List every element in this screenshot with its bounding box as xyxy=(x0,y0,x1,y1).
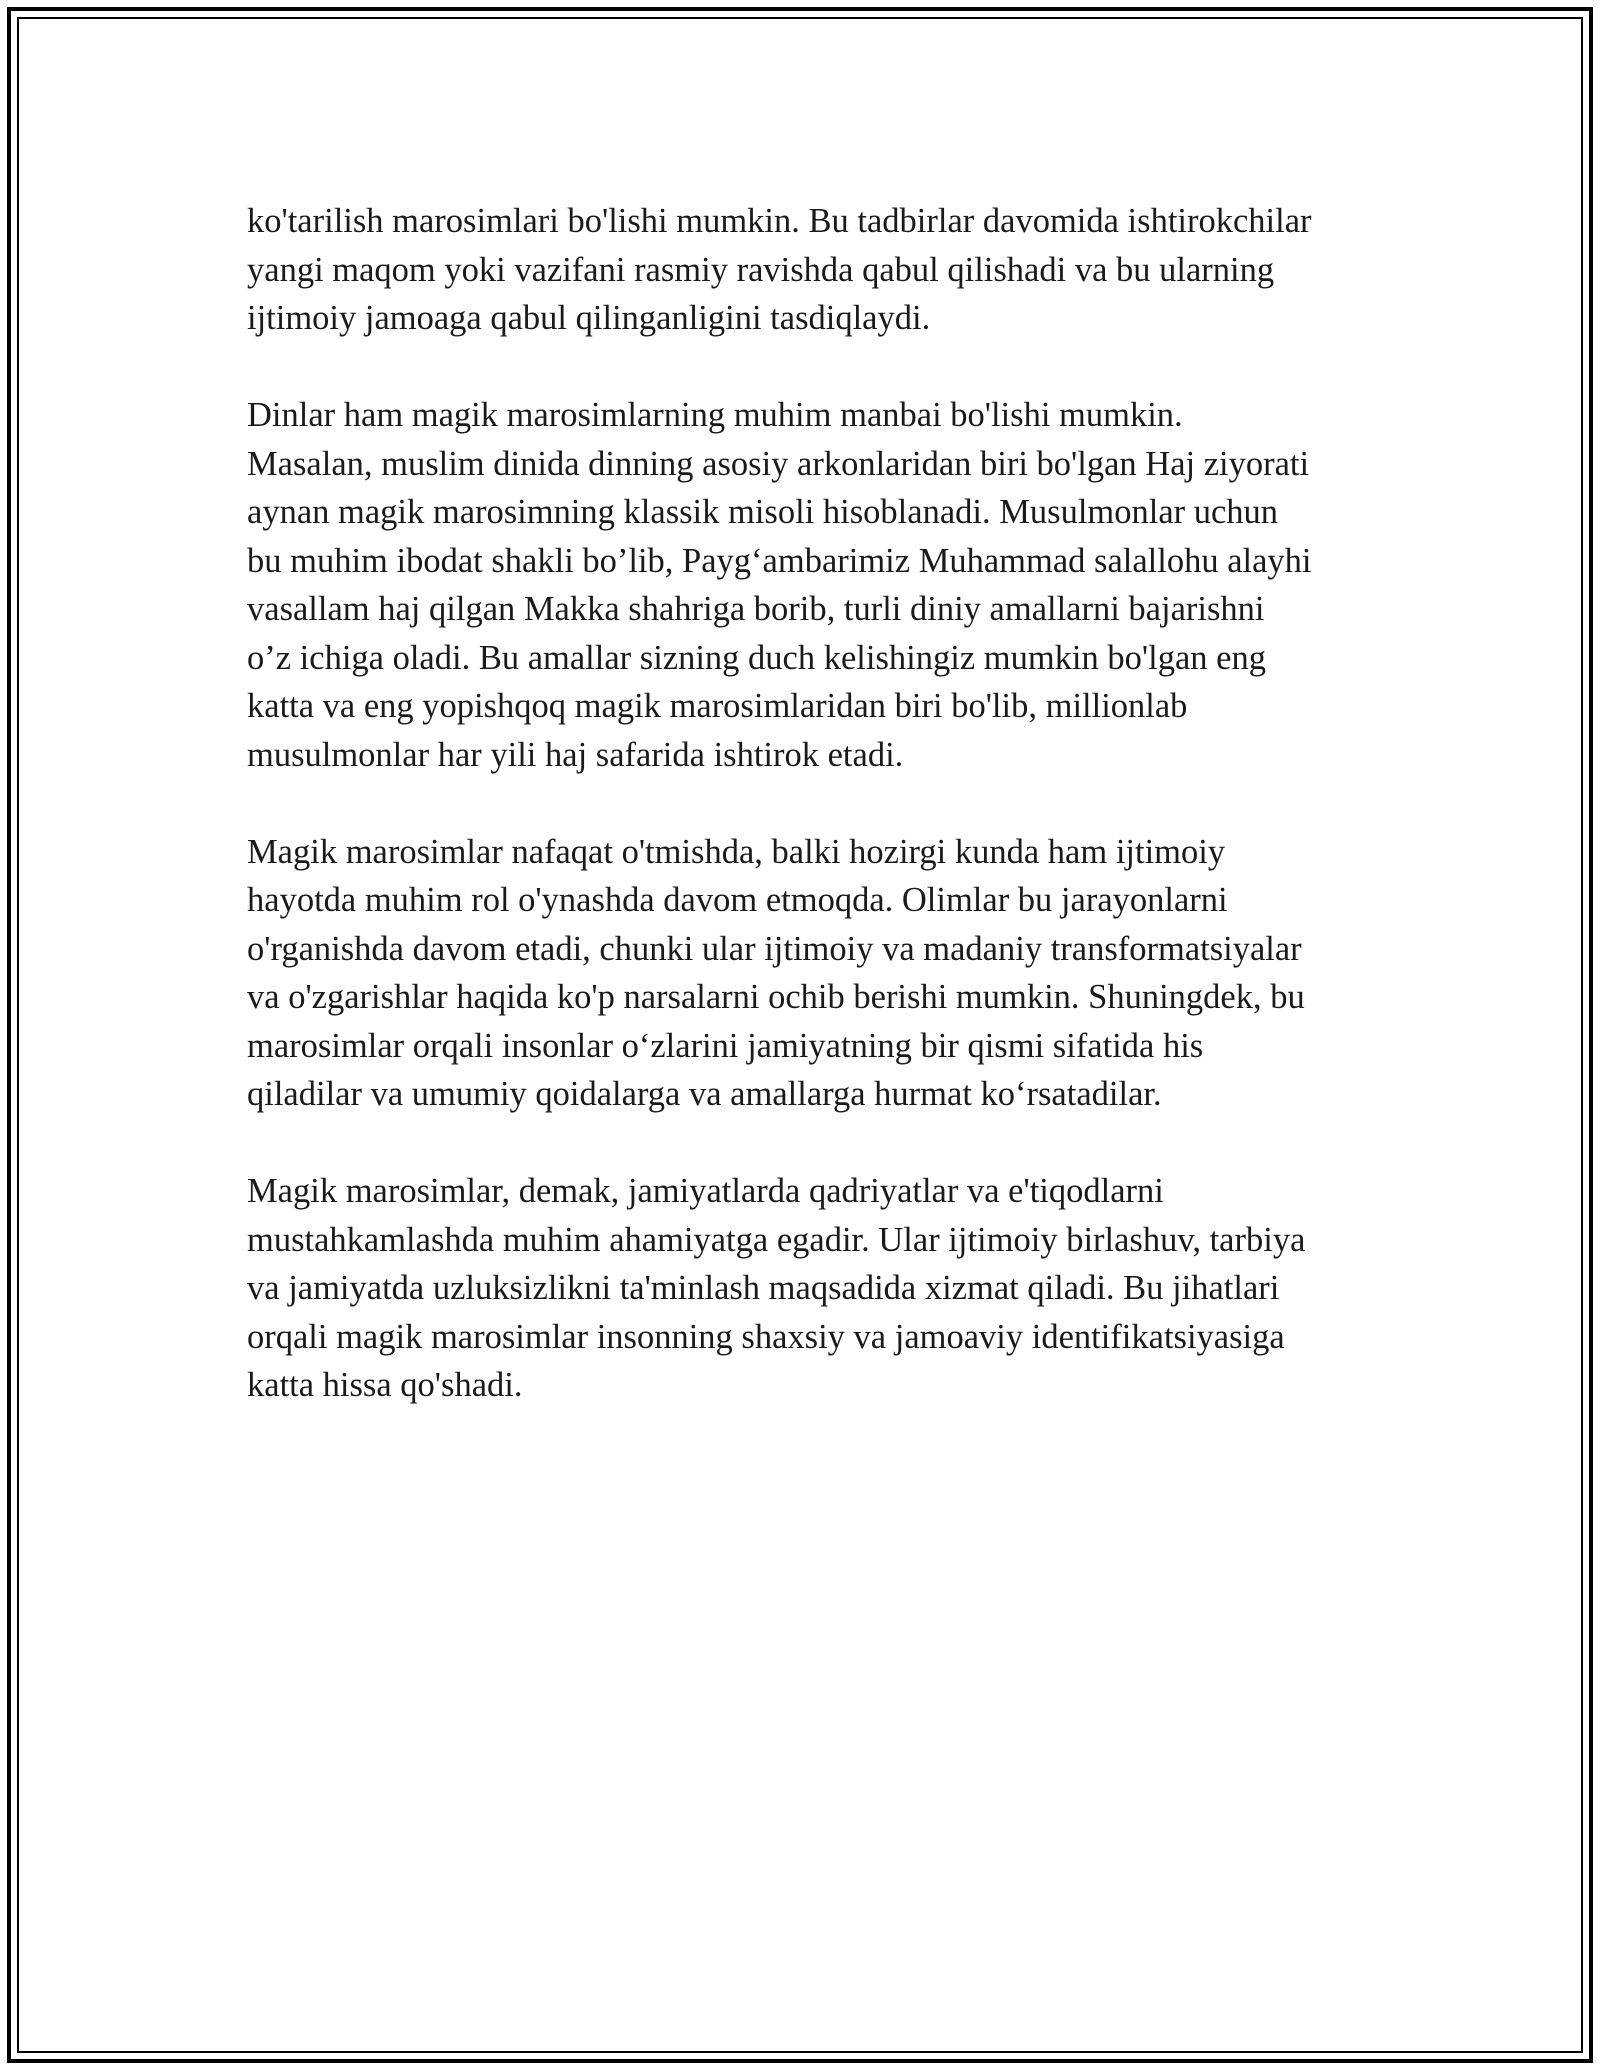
text-line: va jamiyatda uzluksizlikni ta'minlash maqsadida xizmat qiladi. Bu jihatlari xyxy=(247,1269,1280,1307)
text-line: mustahkamlashda muhim ahamiyatga egadir. Ular ijtimoiy birlashuv, tarbiya xyxy=(247,1220,1306,1259)
text-line: va o'zgarishlar haqida ko'p narsalarni ochib berishi mumkin. Shuningdek, bu xyxy=(247,978,1305,1016)
text-line: musulmonlar har yili haj safarida ishtirok etadi. xyxy=(247,735,904,774)
paragraph-2 xyxy=(247,391,1387,779)
paragraph-4 xyxy=(247,1167,1387,1410)
text-line: bu muhim ibodat shakli bo’lib, Payg‘ambarimiz Muhammad salallohu alayhi xyxy=(247,541,1312,580)
text-line: Masalan, muslim dinida dinning asosiy arkonlaridan biri bo'lgan Haj ziyorati xyxy=(247,444,1310,483)
text-line: yangi maqom yoki vazifani rasmiy ravishda qabul qilishadi va bu ularning xyxy=(247,250,1275,289)
text-line: Magik marosimlar nafaqat o'tmishda, balki hozirgi kunda ham ijtimoiy xyxy=(247,832,1226,871)
text-line: katta va eng yopishqoq magik marosimlaridan biri bo'lib, millionlab xyxy=(247,687,1188,725)
text-line: ko'tarilish marosimlari bo'lishi mumkin. Bu tadbirlar davomida ishtirokchilar xyxy=(247,202,1312,240)
document-body xyxy=(247,197,1387,1458)
text-line: Magik marosimlar, demak, jamiyatlarda qadriyatlar va e'tiqodlarni xyxy=(247,1172,1164,1210)
text-line: orqali magik marosimlar insonning shaxsiy va jamoaviy identifikatsiyasiga xyxy=(247,1317,1285,1356)
text-line: ijtimoiy jamoaga qabul qilinganligini tasdiqlaydi. xyxy=(247,299,931,337)
text-line: vasallam haj qilgan Makka shahriga borib, turli diniy amallarni bajarishni xyxy=(247,590,1265,628)
text-line: o’z ichiga oladi. Bu amallar sizning duch kelishingiz mumkin bo'lgan eng xyxy=(247,638,1266,677)
text-line: aynan magik marosimning klassik misoli hisoblanadi. Musulmonlar uchun xyxy=(247,493,1279,531)
paragraph-1 xyxy=(247,197,1387,343)
text-line: o'rganishda davom etadi, chunki ular ijtimoiy va madaniy transformatsiyalar xyxy=(247,929,1302,968)
paragraph-3 xyxy=(247,828,1387,1119)
text-line: Dinlar ham magik marosimlarning muhim manbai bo'lishi mumkin. xyxy=(247,396,1183,434)
text-line: marosimlar orqali insonlar o‘zlarini jamiyatning bir qismi sifatida his xyxy=(247,1026,1204,1065)
text-line: hayotda muhim rol o'ynashda davom etmoqda. Olimlar bu jarayonlarni xyxy=(247,881,1228,919)
page-border xyxy=(7,7,1593,2063)
text-line: qiladilar va umumiy qoidalarga va amallarga hurmat ko‘rsatadilar. xyxy=(247,1075,1162,1113)
text-line: katta hissa qo'shadi. xyxy=(247,1366,523,1404)
